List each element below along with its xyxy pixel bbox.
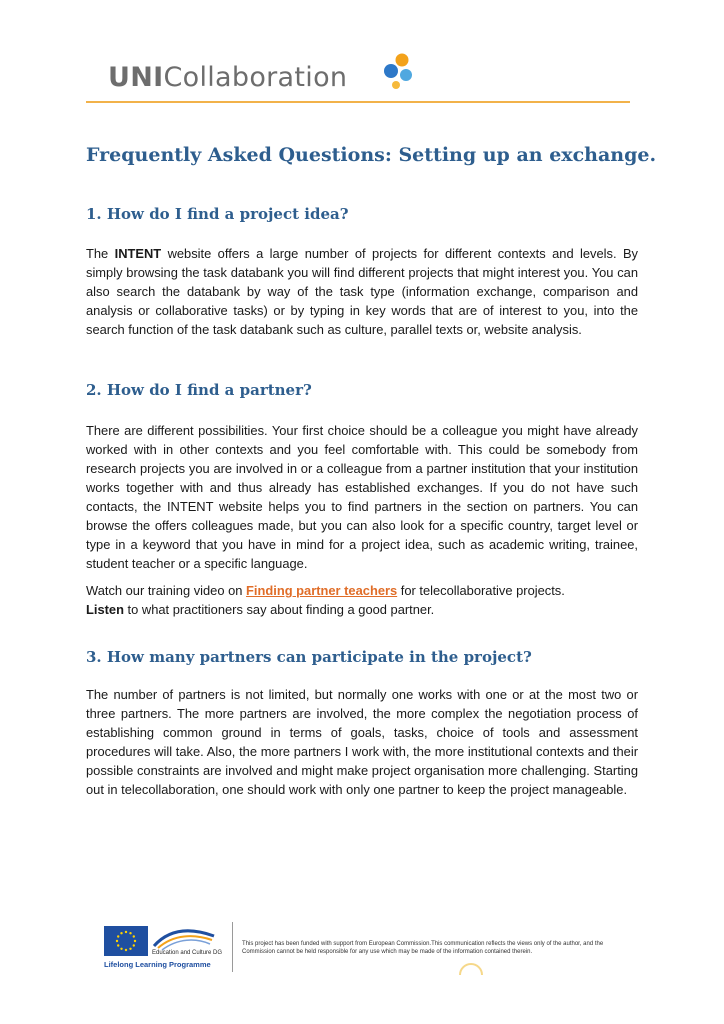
section-1-post: website offers a large number of projects for different contexts and levels. By simply browsing the task databank you will find different projects that might interest you. You can also search the databank by way of the task type (information exchange, comparison and analysis or collaborative tasks) or by typing in key words that are of interest to you, into the search function of the task databank such as culture, parallel texts or, website analysis. bbox=[86, 246, 639, 337]
eu-star-icon bbox=[116, 940, 118, 942]
eu-flag-icon bbox=[104, 926, 148, 956]
finding-partner-teachers-link[interactable]: Finding partner teachers bbox=[246, 583, 398, 598]
unicollaboration-logo bbox=[108, 56, 428, 106]
eu-star-icon bbox=[125, 931, 127, 933]
eu-star-icon bbox=[120, 948, 122, 950]
logo-rest: Collaboration bbox=[163, 62, 348, 93]
footer-divider bbox=[232, 922, 233, 972]
video-line bbox=[86, 581, 565, 600]
section-1-heading: 1. How do I find a project idea? bbox=[86, 205, 349, 223]
listen-label: Listen bbox=[86, 602, 124, 617]
eu-star-icon bbox=[129, 948, 131, 950]
section-1-pre: The bbox=[86, 246, 115, 261]
section-1-paragraph bbox=[86, 244, 638, 339]
video-line-pre: Watch our training video on bbox=[86, 583, 247, 598]
page-corner-arc-icon bbox=[458, 962, 484, 976]
section-2-paragraph: There are different possibilities. Your first choice should be a colleague you might have already worked with in other contexts and you feel comfortable with. This could be somebody from research projects you are involved in or a colleague from a partner institution that your institution works together with and thus already has established exchanges. If you do not have such contacts, the INTENT website helps you to find partners in the section on partners. You can browse the offers colleagues made, but you can also look for a specific country, target level or type in a keyword that you have in mind for a project idea, such as academic writing, trainee, student teacher or a specific language. bbox=[86, 423, 638, 571]
footer bbox=[100, 920, 640, 976]
section-3-paragraph: The number of partners is not limited, but normally one works with one or at the most two or three partners. The more partners are involved, the more complex the negotiation process of establishing common ground in terms of goals, tasks, choice of tools and assessment procedures will take. Also, the more partners I work with, the more institutional contexts and their possible constraints are involved and might make project organisation more challenging. Starting out in telecollaboration, one should work with only one partner to keep the project manageable. bbox=[86, 687, 638, 797]
section-1-intent: INTENT bbox=[114, 246, 162, 261]
eu-star-icon bbox=[133, 935, 135, 937]
header-rule bbox=[86, 101, 630, 103]
logo-wordmark bbox=[108, 62, 347, 93]
lifelong-learning-label: Lifelong Learning Programme bbox=[104, 960, 211, 969]
listen-line-post: to what practitioners say about finding a good partner. bbox=[123, 602, 435, 617]
eu-star-icon bbox=[129, 932, 131, 934]
eu-star-icon bbox=[117, 944, 119, 946]
listen-line bbox=[86, 600, 434, 619]
video-line-post: for telecollaborative projects. bbox=[397, 583, 565, 598]
logo-dots-icon bbox=[370, 52, 418, 92]
section-2-heading: 2. How do I find a partner? bbox=[86, 381, 312, 399]
eu-star-icon bbox=[117, 935, 119, 937]
eu-star-icon bbox=[133, 944, 135, 946]
eu-stars bbox=[104, 926, 148, 956]
eu-star-icon bbox=[134, 940, 136, 942]
eu-star-icon bbox=[120, 932, 122, 934]
education-culture-swoosh-icon bbox=[152, 926, 216, 952]
section-3-heading: 3. How many partners can participate in the project? bbox=[86, 648, 532, 666]
logo-bold: UNI bbox=[108, 62, 164, 93]
dg-label: Education and Culture DG bbox=[152, 950, 223, 956]
funding-disclaimer: This project has been funded with support from European Commission.This communication reflects the views only of the author, and the Commission cannot be held responsible for any use which may be made of the information contained therein. bbox=[242, 941, 604, 955]
page-title: Frequently Asked Questions: Setting up an exchange. bbox=[86, 144, 657, 166]
eu-star-icon bbox=[125, 949, 127, 951]
